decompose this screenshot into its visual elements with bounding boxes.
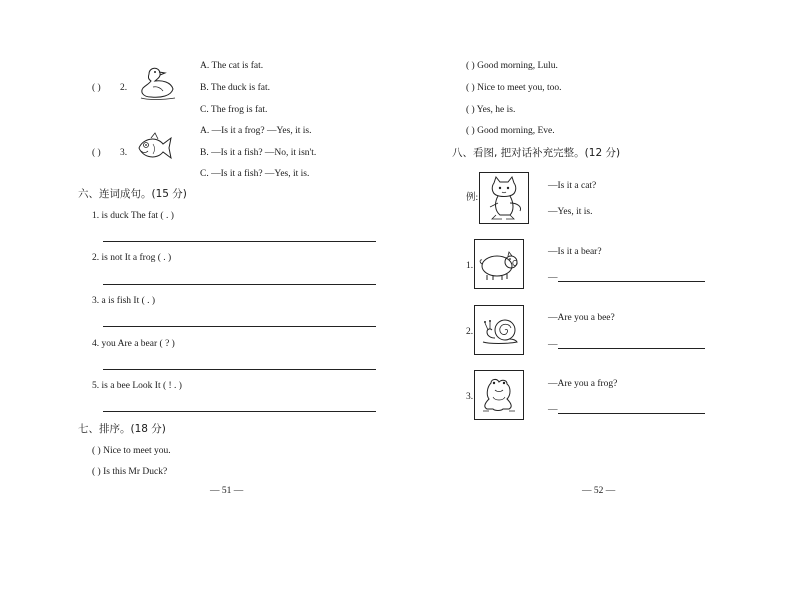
- example-question: —Is it a cat?: [548, 181, 597, 191]
- s8-item3-answer-dash: —: [548, 405, 558, 415]
- s6-item-2: 2. is not It a frog ( . ): [92, 253, 172, 263]
- example-label: 例:: [466, 193, 479, 203]
- s8-item2-answer-line[interactable]: [558, 348, 705, 349]
- section6-title: 六、连词成句。(15 分): [78, 188, 187, 200]
- order-item-1[interactable]: ( ) Good morning, Lulu.: [466, 61, 558, 71]
- s8-item1-answer-line[interactable]: [558, 281, 705, 282]
- q2-option-b: B. The duck is fat.: [200, 83, 271, 93]
- q2-option-c: C. The frog is fat.: [200, 105, 268, 115]
- s6-answer-line-2[interactable]: [103, 284, 376, 285]
- s6-item-5: 5. is a bee Look It ( ! . ): [92, 381, 182, 391]
- s6-answer-line-3[interactable]: [103, 326, 376, 327]
- page-number-left: — 51 —: [210, 486, 244, 496]
- s8-item1-picture-frame: [474, 239, 524, 289]
- s7-item-2[interactable]: ( ) Is this Mr Duck?: [92, 467, 168, 477]
- cat-illustration: [480, 173, 528, 223]
- q3-number: 3.: [120, 148, 128, 158]
- snail-illustration: [475, 306, 523, 354]
- order-item-4[interactable]: ( ) Good morning, Eve.: [466, 126, 555, 136]
- order-item-3[interactable]: ( ) Yes, he is.: [466, 105, 516, 115]
- s7-item-1[interactable]: ( ) Nice to meet you.: [92, 446, 171, 456]
- s8-item2-picture-frame: [474, 305, 524, 355]
- example-picture-frame: [479, 172, 529, 224]
- q3-answer-paren[interactable]: ( ): [92, 148, 101, 158]
- s6-answer-line-1[interactable]: [103, 241, 376, 242]
- s6-item-4: 4. you Are a bear ( ? ): [92, 339, 175, 349]
- s6-item-3: 3. a is fish It ( . ): [92, 296, 156, 306]
- example-answer: —Yes, it is.: [548, 207, 593, 217]
- q2-option-a: A. The cat is fat.: [200, 61, 264, 71]
- s8-item1-question: —Is it a bear?: [548, 247, 602, 257]
- fish-illustration: [133, 130, 175, 166]
- s8-item3-number: 3.: [466, 392, 474, 402]
- s8-item3-question: —Are you a frog?: [548, 379, 618, 389]
- s8-item3-picture-frame: [474, 370, 524, 420]
- order-item-2[interactable]: ( ) Nice to meet you, too.: [466, 83, 562, 93]
- duck-illustration: [135, 62, 177, 104]
- s8-item2-answer-dash: —: [548, 340, 558, 350]
- s8-item2-question: —Are you a bee?: [548, 313, 615, 323]
- s6-answer-line-4[interactable]: [103, 369, 376, 370]
- q2-answer-paren[interactable]: ( ): [92, 83, 101, 93]
- q3-option-c: C. —Is it a fish? —Yes, it is.: [200, 169, 310, 179]
- section7-title: 七、排序。(18 分): [78, 423, 166, 435]
- q3-option-b: B. —Is it a fish? —No, it isn't.: [200, 148, 317, 158]
- s8-item3-answer-line[interactable]: [558, 413, 705, 414]
- s8-item1-number: 1.: [466, 261, 474, 271]
- s8-item2-number: 2.: [466, 327, 474, 337]
- q3-option-a: A. —Is it a frog? —Yes, it is.: [200, 126, 312, 136]
- frog-illustration: [475, 371, 523, 419]
- pig-illustration: [475, 240, 523, 288]
- s6-answer-line-5[interactable]: [103, 411, 376, 412]
- q2-number: 2.: [120, 83, 128, 93]
- page-number-right: — 52 —: [582, 486, 616, 496]
- section8-title: 八、看图, 把对话补充完整。(12 分): [452, 147, 621, 159]
- s8-item1-answer-dash: —: [548, 273, 558, 283]
- s6-item-1: 1. is duck The fat ( . ): [92, 211, 174, 221]
